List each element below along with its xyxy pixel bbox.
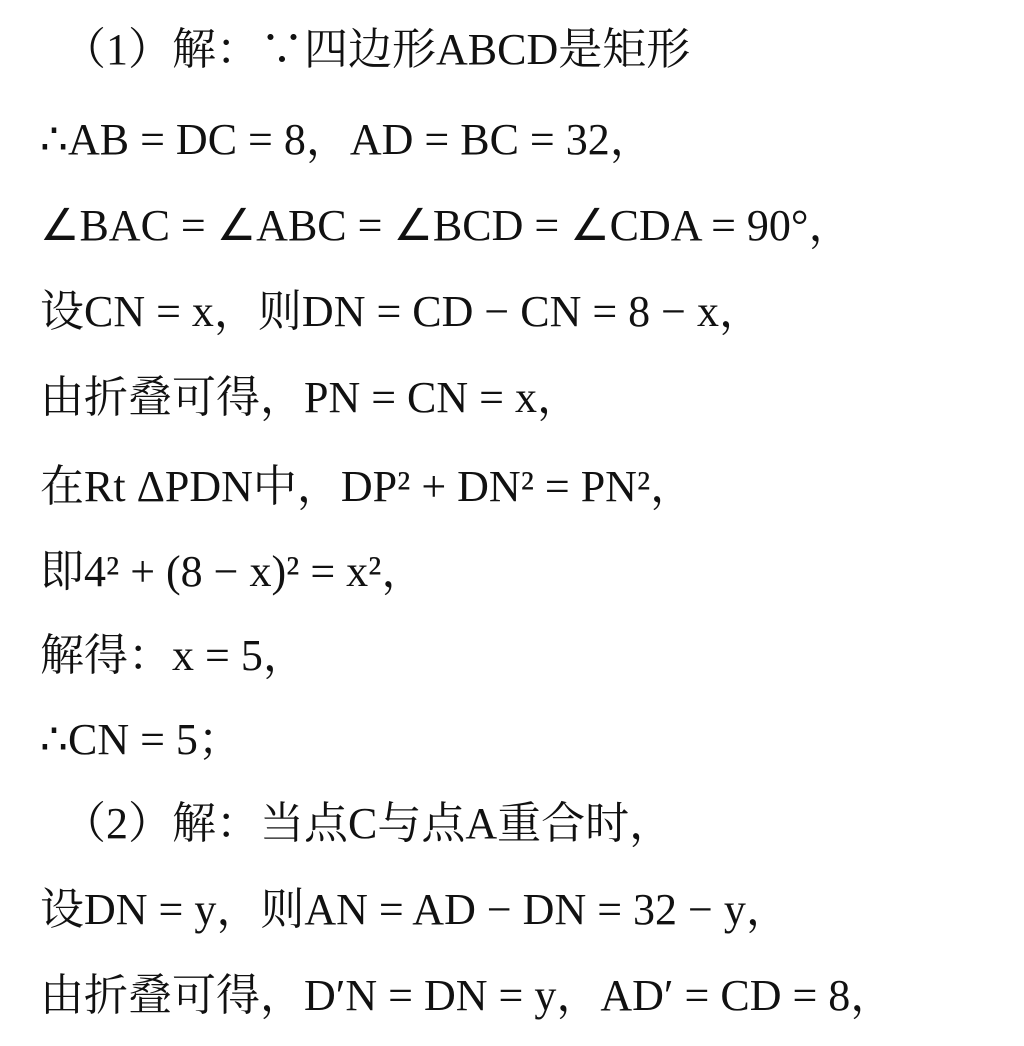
- line-solve-x: 解得：x = 5，: [40, 631, 307, 680]
- line-fold-dn: 由折叠可得，D′N = DN = y，AD′ = CD = 8，: [40, 971, 895, 1020]
- line-pythagoras: 在Rt ΔPDN中，DP² + DN² = PN²，: [40, 462, 695, 511]
- line-right-angles: ∠BAC = ∠ABC = ∠BCD = ∠CDA = 90°，: [40, 201, 853, 250]
- line-set-cn: 设CN = x，则DN = CD − CN = 8 − x，: [40, 287, 763, 336]
- line-cn-result: ∴CN = 5；: [40, 715, 242, 764]
- line-part1-header: （1）解：∵四边形ABCD是矩形: [62, 25, 691, 74]
- line-part2-header: （2）解：当点C与点A重合时，: [62, 799, 674, 848]
- line-set-dn: 设DN = y，则AN = AD − DN = 32 − y，: [40, 885, 790, 934]
- line-equation: 即4² + (8 − x)² = x²，: [40, 547, 426, 596]
- line-fold-pn: 由折叠可得，PN = CN = x，: [40, 373, 581, 422]
- line-side-lengths: ∴AB = DC = 8，AD = BC = 32，: [40, 115, 654, 164]
